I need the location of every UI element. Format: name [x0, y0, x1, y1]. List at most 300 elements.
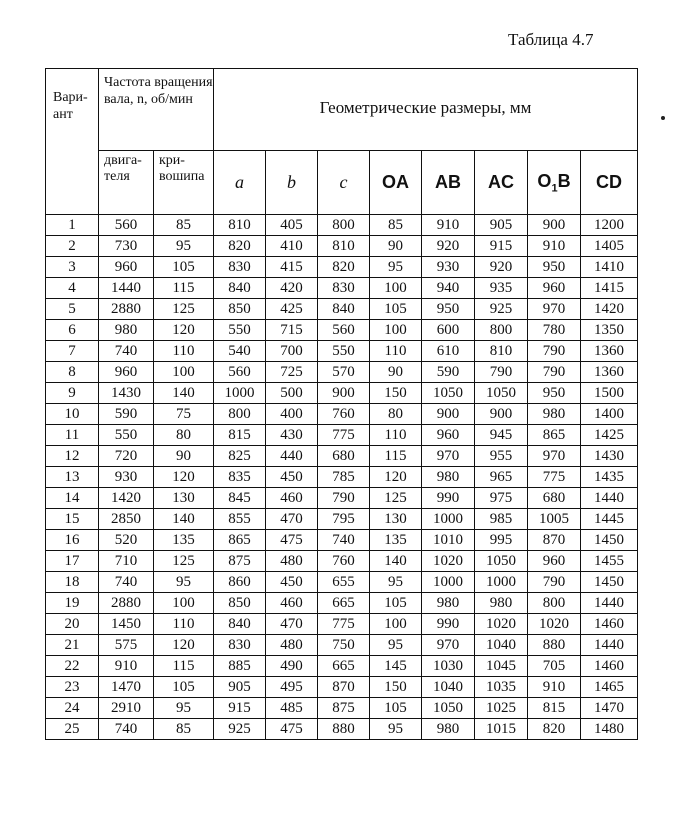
value-cell: 2910	[99, 698, 154, 719]
value-cell: 140	[154, 383, 214, 404]
table-row	[46, 614, 638, 635]
value-cell: 1445	[581, 509, 638, 530]
value-cell: 830	[318, 278, 370, 299]
variant-cell: 20	[46, 614, 99, 635]
value-cell: 1450	[581, 572, 638, 593]
value-cell: 920	[475, 257, 528, 278]
value-cell: 700	[266, 341, 318, 362]
value-cell: 1020	[422, 551, 475, 572]
value-cell: 815	[214, 425, 266, 446]
header-variant: Вари-ант	[46, 69, 99, 215]
value-cell: 810	[475, 341, 528, 362]
value-cell: 910	[99, 656, 154, 677]
value-cell: 730	[99, 236, 154, 257]
value-cell: 960	[422, 425, 475, 446]
variant-cell: 18	[46, 572, 99, 593]
value-cell: 95	[154, 236, 214, 257]
value-cell: 1360	[581, 362, 638, 383]
value-cell: 500	[266, 383, 318, 404]
value-cell: 850	[214, 299, 266, 320]
header-col-oa: OA	[370, 151, 422, 215]
table-caption: Таблица 4.7	[508, 30, 594, 49]
value-cell: 125	[370, 488, 422, 509]
value-cell: 665	[318, 656, 370, 677]
value-cell: 85	[154, 719, 214, 740]
value-cell: 725	[266, 362, 318, 383]
value-cell: 105	[370, 593, 422, 614]
value-cell: 590	[422, 362, 475, 383]
value-cell: 905	[475, 215, 528, 236]
variant-cell: 25	[46, 719, 99, 740]
value-cell: 95	[370, 257, 422, 278]
table-row	[46, 383, 638, 404]
value-cell: 560	[99, 215, 154, 236]
value-cell: 960	[99, 362, 154, 383]
value-cell: 900	[528, 215, 581, 236]
value-cell: 430	[266, 425, 318, 446]
value-cell: 910	[422, 215, 475, 236]
table-row	[46, 320, 638, 341]
value-cell: 1465	[581, 677, 638, 698]
value-cell: 135	[154, 530, 214, 551]
header-motor: двига-теля	[99, 151, 154, 215]
value-cell: 590	[99, 404, 154, 425]
value-cell: 550	[214, 320, 266, 341]
value-cell: 105	[154, 677, 214, 698]
value-cell: 105	[370, 698, 422, 719]
value-cell: 1050	[422, 698, 475, 719]
value-cell: 955	[475, 446, 528, 467]
value-cell: 1425	[581, 425, 638, 446]
table-row	[46, 530, 638, 551]
value-cell: 410	[266, 236, 318, 257]
value-cell: 600	[422, 320, 475, 341]
value-cell: 120	[370, 467, 422, 488]
value-cell: 490	[266, 656, 318, 677]
value-cell: 1000	[475, 572, 528, 593]
value-cell: 150	[370, 383, 422, 404]
variant-cell: 1	[46, 215, 99, 236]
value-cell: 665	[318, 593, 370, 614]
variant-cell: 19	[46, 593, 99, 614]
table-row	[46, 551, 638, 572]
value-cell: 1435	[581, 467, 638, 488]
value-cell: 715	[266, 320, 318, 341]
value-cell: 570	[318, 362, 370, 383]
value-cell: 790	[528, 341, 581, 362]
value-cell: 480	[266, 635, 318, 656]
table-row	[46, 257, 638, 278]
variant-cell: 14	[46, 488, 99, 509]
value-cell: 470	[266, 614, 318, 635]
value-cell: 120	[154, 635, 214, 656]
variant-cell: 22	[46, 656, 99, 677]
value-cell: 100	[154, 593, 214, 614]
value-cell: 1000	[422, 572, 475, 593]
value-cell: 460	[266, 488, 318, 509]
value-cell: 1430	[99, 383, 154, 404]
value-cell: 980	[422, 719, 475, 740]
value-cell: 820	[214, 236, 266, 257]
value-cell: 1200	[581, 215, 638, 236]
table-row	[46, 215, 638, 236]
value-cell: 915	[475, 236, 528, 257]
value-cell: 140	[154, 509, 214, 530]
value-cell: 460	[266, 593, 318, 614]
table-row	[46, 509, 638, 530]
value-cell: 1440	[581, 635, 638, 656]
value-cell: 680	[528, 488, 581, 509]
value-cell: 145	[370, 656, 422, 677]
table-row	[46, 593, 638, 614]
value-cell: 800	[528, 593, 581, 614]
value-cell: 950	[528, 383, 581, 404]
value-cell: 80	[154, 425, 214, 446]
value-cell: 945	[475, 425, 528, 446]
value-cell: 1050	[475, 383, 528, 404]
value-cell: 100	[370, 320, 422, 341]
value-cell: 740	[99, 341, 154, 362]
value-cell: 95	[370, 635, 422, 656]
variant-cell: 13	[46, 467, 99, 488]
variants-table	[45, 68, 638, 740]
value-cell: 790	[318, 488, 370, 509]
value-cell: 1405	[581, 236, 638, 257]
value-cell: 935	[475, 278, 528, 299]
value-cell: 495	[266, 677, 318, 698]
value-cell: 130	[154, 488, 214, 509]
value-cell: 450	[266, 572, 318, 593]
value-cell: 135	[370, 530, 422, 551]
value-cell: 1025	[475, 698, 528, 719]
variant-cell: 3	[46, 257, 99, 278]
value-cell: 1005	[528, 509, 581, 530]
header-crank: кри-вошипа	[154, 151, 214, 215]
value-cell: 950	[528, 257, 581, 278]
value-cell: 825	[214, 446, 266, 467]
value-cell: 1440	[581, 593, 638, 614]
value-cell: 1350	[581, 320, 638, 341]
value-cell: 2850	[99, 509, 154, 530]
value-cell: 520	[99, 530, 154, 551]
value-cell: 110	[154, 614, 214, 635]
value-cell: 800	[214, 404, 266, 425]
value-cell: 425	[266, 299, 318, 320]
value-cell: 110	[154, 341, 214, 362]
value-cell: 440	[266, 446, 318, 467]
value-cell: 970	[422, 446, 475, 467]
value-cell: 880	[318, 719, 370, 740]
table-row	[46, 278, 638, 299]
value-cell: 995	[475, 530, 528, 551]
value-cell: 1410	[581, 257, 638, 278]
value-cell: 120	[154, 467, 214, 488]
value-cell: 95	[154, 698, 214, 719]
variant-cell: 4	[46, 278, 99, 299]
value-cell: 1360	[581, 341, 638, 362]
variant-cell: 10	[46, 404, 99, 425]
value-cell: 105	[154, 257, 214, 278]
value-cell: 820	[528, 719, 581, 740]
value-cell: 790	[528, 572, 581, 593]
value-cell: 575	[99, 635, 154, 656]
table-row	[46, 236, 638, 257]
value-cell: 560	[318, 320, 370, 341]
value-cell: 1440	[581, 488, 638, 509]
table-row	[46, 635, 638, 656]
variant-cell: 21	[46, 635, 99, 656]
value-cell: 880	[528, 635, 581, 656]
table-row	[46, 677, 638, 698]
value-cell: 865	[528, 425, 581, 446]
value-cell: 1020	[475, 614, 528, 635]
value-cell: 810	[214, 215, 266, 236]
table-row	[46, 698, 638, 719]
value-cell: 90	[154, 446, 214, 467]
value-cell: 85	[154, 215, 214, 236]
value-cell: 1450	[581, 530, 638, 551]
value-cell: 760	[318, 404, 370, 425]
value-cell: 790	[475, 362, 528, 383]
value-cell: 840	[214, 614, 266, 635]
value-cell: 450	[266, 467, 318, 488]
value-cell: 775	[318, 614, 370, 635]
variant-cell: 12	[46, 446, 99, 467]
value-cell: 950	[422, 299, 475, 320]
value-cell: 740	[99, 719, 154, 740]
value-cell: 845	[214, 488, 266, 509]
value-cell: 965	[475, 467, 528, 488]
variant-cell: 17	[46, 551, 99, 572]
variant-cell: 7	[46, 341, 99, 362]
value-cell: 1050	[475, 551, 528, 572]
value-cell: 970	[528, 446, 581, 467]
table-row	[46, 488, 638, 509]
value-cell: 870	[318, 677, 370, 698]
variant-cell: 23	[46, 677, 99, 698]
value-cell: 815	[528, 698, 581, 719]
header-col-o1b: $O_1B$	[528, 151, 581, 215]
value-cell: 110	[370, 341, 422, 362]
value-cell: 1035	[475, 677, 528, 698]
value-cell: 560	[214, 362, 266, 383]
value-cell: 110	[370, 425, 422, 446]
value-cell: 875	[318, 698, 370, 719]
table-row	[46, 299, 638, 320]
value-cell: 860	[214, 572, 266, 593]
value-cell: 1040	[475, 635, 528, 656]
value-cell: 740	[99, 572, 154, 593]
value-cell: 775	[318, 425, 370, 446]
value-cell: 75	[154, 404, 214, 425]
value-cell: 405	[266, 215, 318, 236]
value-cell: 80	[370, 404, 422, 425]
value-cell: 930	[99, 467, 154, 488]
value-cell: 2880	[99, 299, 154, 320]
value-cell: 840	[318, 299, 370, 320]
value-cell: 970	[528, 299, 581, 320]
variant-cell: 11	[46, 425, 99, 446]
table-row	[46, 719, 638, 740]
value-cell: 875	[214, 551, 266, 572]
value-cell: 1010	[422, 530, 475, 551]
value-cell: 1460	[581, 656, 638, 677]
value-cell: 760	[318, 551, 370, 572]
value-cell: 115	[370, 446, 422, 467]
value-cell: 475	[266, 719, 318, 740]
header-col-a: a	[214, 151, 266, 215]
header-col-cd: CD	[581, 151, 638, 215]
variant-cell: 8	[46, 362, 99, 383]
value-cell: 915	[214, 698, 266, 719]
value-cell: 100	[370, 278, 422, 299]
table-row	[46, 656, 638, 677]
value-cell: 105	[370, 299, 422, 320]
value-cell: 85	[370, 215, 422, 236]
value-cell: 980	[422, 467, 475, 488]
table-body	[46, 215, 638, 740]
variant-cell: 24	[46, 698, 99, 719]
value-cell: 800	[475, 320, 528, 341]
value-cell: 1415	[581, 278, 638, 299]
value-cell: 115	[154, 656, 214, 677]
variant-cell: 16	[46, 530, 99, 551]
stray-mark	[661, 116, 665, 120]
value-cell: 990	[422, 614, 475, 635]
value-cell: 1420	[99, 488, 154, 509]
value-cell: 1000	[422, 509, 475, 530]
value-cell: 960	[528, 278, 581, 299]
value-cell: 1455	[581, 551, 638, 572]
table-row	[46, 467, 638, 488]
value-cell: 790	[528, 362, 581, 383]
value-cell: 120	[154, 320, 214, 341]
value-cell: 550	[99, 425, 154, 446]
value-cell: 1500	[581, 383, 638, 404]
value-cell: 885	[214, 656, 266, 677]
value-cell: 125	[154, 299, 214, 320]
value-cell: 980	[422, 593, 475, 614]
value-cell: 480	[266, 551, 318, 572]
value-cell: 940	[422, 278, 475, 299]
value-cell: 140	[370, 551, 422, 572]
table-row	[46, 404, 638, 425]
value-cell: 95	[154, 572, 214, 593]
value-cell: 980	[99, 320, 154, 341]
table-row	[46, 425, 638, 446]
value-cell: 900	[318, 383, 370, 404]
header-frequency: Частота вращения вала, n, об/мин	[99, 69, 214, 151]
value-cell: 550	[318, 341, 370, 362]
value-cell: 150	[370, 677, 422, 698]
value-cell: 800	[318, 215, 370, 236]
value-cell: 710	[99, 551, 154, 572]
value-cell: 95	[370, 572, 422, 593]
value-cell: 925	[214, 719, 266, 740]
value-cell: 415	[266, 257, 318, 278]
value-cell: 1030	[422, 656, 475, 677]
value-cell: 830	[214, 635, 266, 656]
value-cell: 1040	[422, 677, 475, 698]
value-cell: 1470	[99, 677, 154, 698]
value-cell: 835	[214, 467, 266, 488]
value-cell: 1050	[422, 383, 475, 404]
value-cell: 720	[99, 446, 154, 467]
variant-cell: 2	[46, 236, 99, 257]
value-cell: 810	[318, 236, 370, 257]
value-cell: 925	[475, 299, 528, 320]
value-cell: 795	[318, 509, 370, 530]
value-cell: 870	[528, 530, 581, 551]
value-cell: 1420	[581, 299, 638, 320]
value-cell: 1015	[475, 719, 528, 740]
value-cell: 910	[528, 236, 581, 257]
table-row	[46, 446, 638, 467]
value-cell: 1450	[99, 614, 154, 635]
value-cell: 125	[154, 551, 214, 572]
value-cell: 780	[528, 320, 581, 341]
value-cell: 610	[422, 341, 475, 362]
variant-cell: 5	[46, 299, 99, 320]
table-row	[46, 341, 638, 362]
value-cell: 100	[154, 362, 214, 383]
value-cell: 485	[266, 698, 318, 719]
header-col-b: b	[266, 151, 318, 215]
value-cell: 90	[370, 236, 422, 257]
value-cell: 1430	[581, 446, 638, 467]
value-cell: 865	[214, 530, 266, 551]
value-cell: 1440	[99, 278, 154, 299]
variant-cell: 15	[46, 509, 99, 530]
value-cell: 95	[370, 719, 422, 740]
value-cell: 130	[370, 509, 422, 530]
table-row	[46, 572, 638, 593]
value-cell: 705	[528, 656, 581, 677]
value-cell: 1480	[581, 719, 638, 740]
value-cell: 2880	[99, 593, 154, 614]
value-cell: 850	[214, 593, 266, 614]
header-col-ac: AC	[475, 151, 528, 215]
value-cell: 100	[370, 614, 422, 635]
value-cell: 1470	[581, 698, 638, 719]
table-row	[46, 362, 638, 383]
value-cell: 900	[422, 404, 475, 425]
value-cell: 920	[422, 236, 475, 257]
value-cell: 775	[528, 467, 581, 488]
variant-cell: 9	[46, 383, 99, 404]
value-cell: 960	[99, 257, 154, 278]
value-cell: 740	[318, 530, 370, 551]
value-cell: 830	[214, 257, 266, 278]
value-cell: 1045	[475, 656, 528, 677]
value-cell: 980	[528, 404, 581, 425]
value-cell: 855	[214, 509, 266, 530]
variant-cell: 6	[46, 320, 99, 341]
value-cell: 980	[475, 593, 528, 614]
value-cell: 655	[318, 572, 370, 593]
value-cell: 960	[528, 551, 581, 572]
value-cell: 900	[475, 404, 528, 425]
value-cell: 985	[475, 509, 528, 530]
value-cell: 930	[422, 257, 475, 278]
value-cell: 475	[266, 530, 318, 551]
value-cell: 820	[318, 257, 370, 278]
value-cell: 90	[370, 362, 422, 383]
value-cell: 750	[318, 635, 370, 656]
value-cell: 115	[154, 278, 214, 299]
header-col-ab: AB	[422, 151, 475, 215]
header-col-c: c	[318, 151, 370, 215]
